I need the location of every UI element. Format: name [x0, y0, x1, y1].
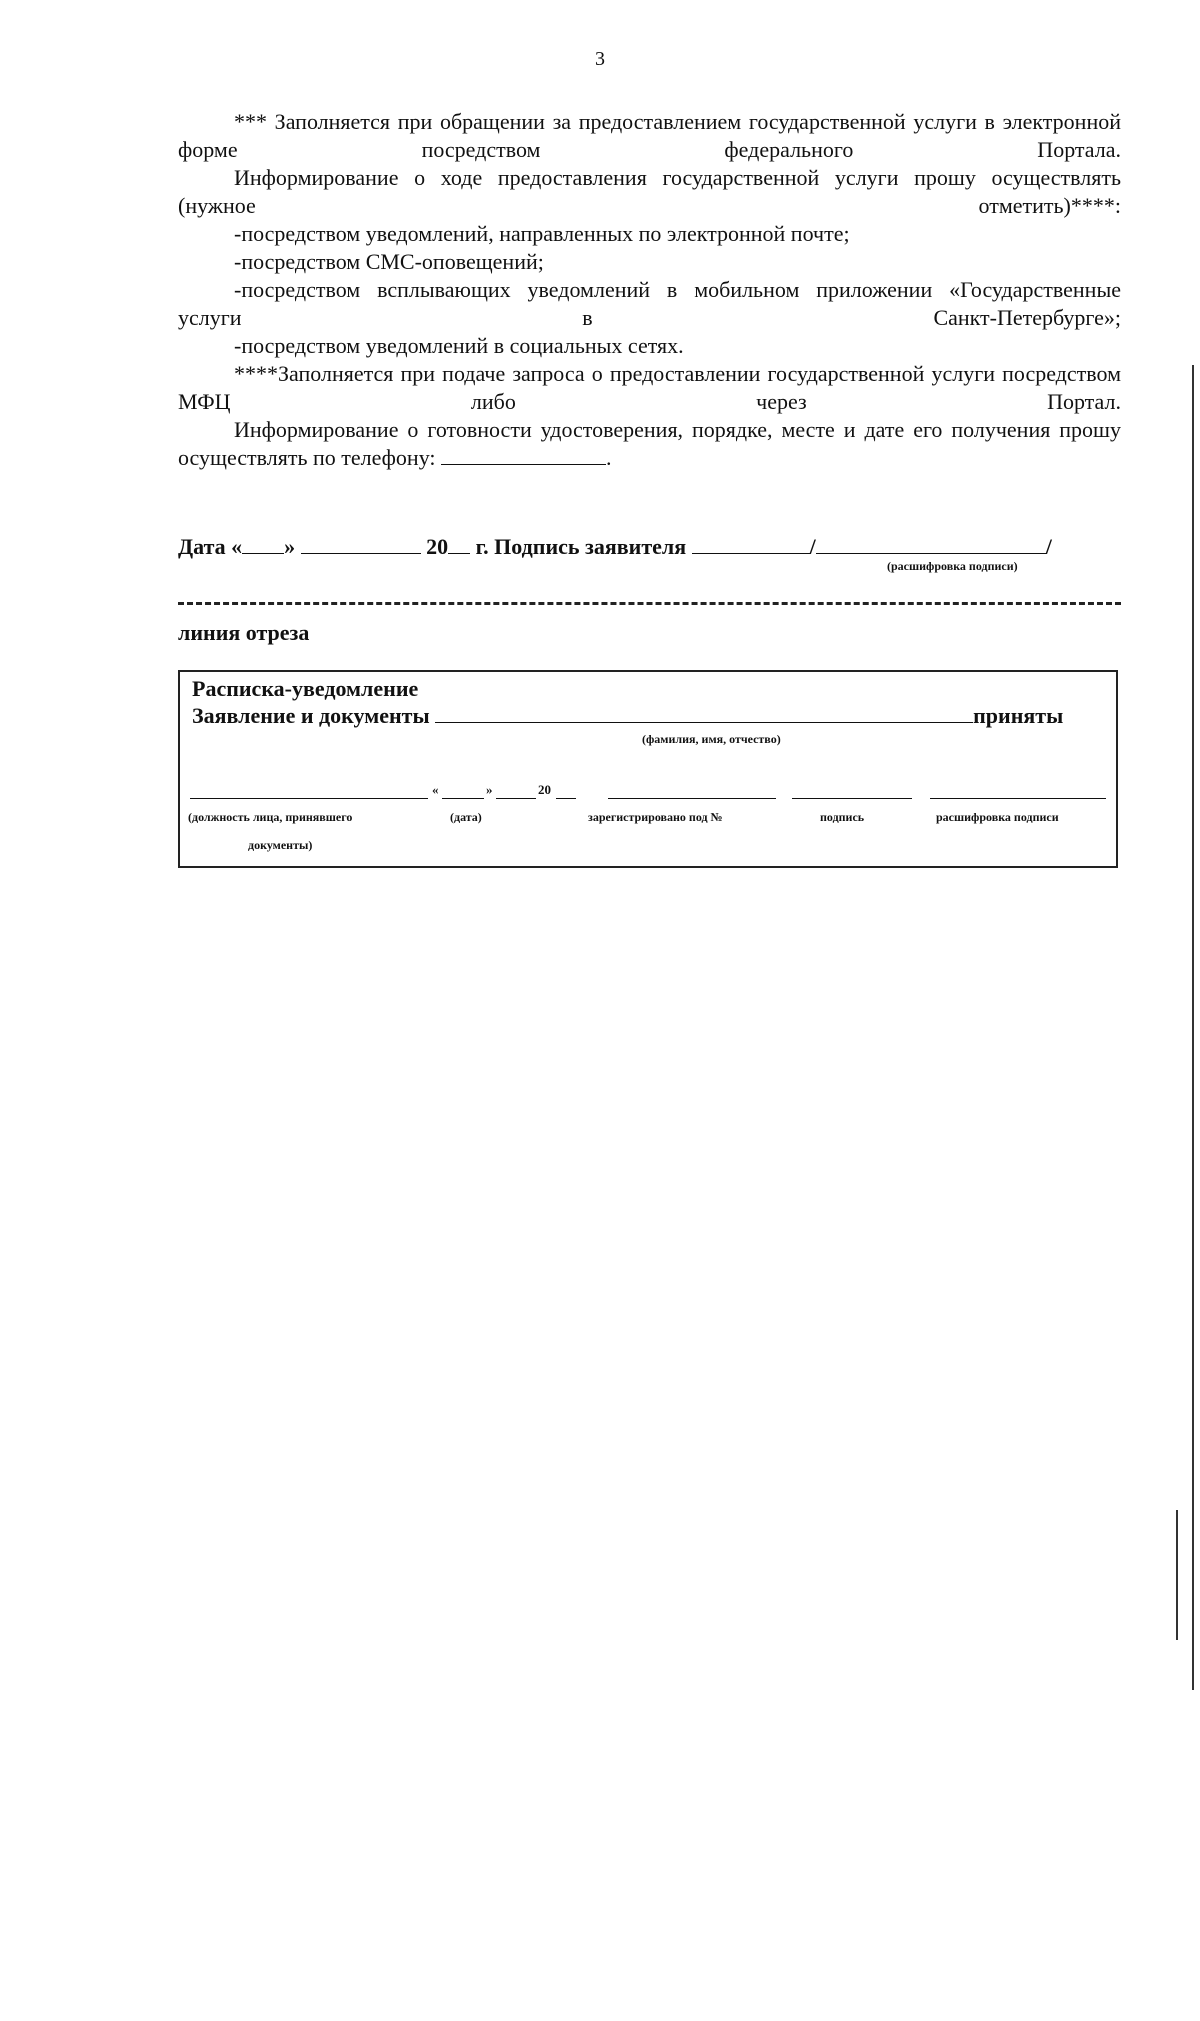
- date-quote-open: «: [432, 782, 439, 797]
- signature-line: [178, 533, 1121, 560]
- phone-request: [178, 416, 1121, 472]
- fio-field[interactable]: [435, 702, 973, 723]
- statement-suffix: приняты: [973, 703, 1064, 728]
- notification-request: Информирование о ходе предоставления государственной услуги прошу осуществлять (нужное отметить)****:: [178, 165, 1121, 218]
- year-suffix: г. Подпись заявителя: [475, 534, 687, 559]
- registered-caption: зарегистрировано под №: [588, 810, 723, 824]
- month-field[interactable]: [301, 533, 421, 554]
- fio-caption: (фамилия, имя, отчество): [642, 732, 781, 746]
- body-text: [178, 108, 1121, 472]
- scan-edge-mark: [1192, 365, 1194, 1690]
- receipt-year-field[interactable]: [556, 798, 576, 799]
- receipt-signature-field[interactable]: [792, 798, 912, 799]
- cut-line: [178, 602, 1121, 605]
- phone-request-end: .: [606, 445, 612, 470]
- statement-prefix: Заявление и документы: [192, 703, 430, 728]
- footnote-mfc: ****Заполняется при подаче запроса о предоставлении государственной услуги посредством МФЦ либо через Портал.: [178, 361, 1121, 414]
- receipt-title: Расписка-уведомление: [192, 676, 419, 701]
- position-field[interactable]: [190, 798, 428, 799]
- scan-edge-mark-small: [1176, 1510, 1178, 1640]
- position-caption-cont: документы): [248, 838, 313, 852]
- signature-decoding-field[interactable]: [816, 533, 1046, 554]
- receipt-statement: [192, 702, 1063, 729]
- year-prefix: 20: [426, 534, 449, 559]
- option-mobile-app: -посредством всплывающих уведомлений в мобильном приложении «Государственные услуги в Санкт-Петербурге»;: [178, 277, 1121, 330]
- page-number: 3: [595, 48, 605, 70]
- receipt-decoding-field[interactable]: [930, 798, 1106, 799]
- year-field[interactable]: [448, 533, 470, 554]
- date-caption: (дата): [450, 810, 482, 824]
- date-label: Дата «: [178, 534, 243, 559]
- receipt-date-quote-close: »: [486, 782, 493, 797]
- footnote-portal: *** Заполняется при обращении за предоставлением государственной услуги в электронной форме посредством федерального Портала.: [178, 109, 1121, 162]
- option-sms: -посредством СМС-оповещений;: [234, 249, 544, 274]
- day-field[interactable]: [242, 533, 284, 554]
- cut-line-label: линия отреза: [178, 620, 310, 645]
- slash-1: /: [809, 534, 816, 559]
- option-email: -посредством уведомлений, направленных по электронной почте;: [234, 221, 850, 246]
- decoding-caption: (расшифровка подписи): [887, 559, 1018, 573]
- receipt-day-field[interactable]: [442, 798, 484, 799]
- slash-2: /: [1045, 534, 1052, 559]
- date-quote-close: »: [284, 534, 296, 559]
- registration-number-field[interactable]: [608, 798, 776, 799]
- receipt-notification: [178, 670, 1118, 868]
- option-social: -посредством уведомлений в социальных сетях.: [234, 333, 684, 358]
- receipt-year-prefix: 20: [538, 782, 551, 797]
- phone-request-text: Информирование о готовности удостоверения, порядке, месте и дате его получения прошу осуществлять по телефону:: [178, 417, 1121, 470]
- position-caption: (должность лица, принявшего: [188, 810, 353, 824]
- phone-field[interactable]: [441, 446, 606, 465]
- applicant-signature-field[interactable]: [692, 533, 810, 554]
- receipt-month-field[interactable]: [496, 798, 536, 799]
- signature-caption: подпись: [820, 810, 865, 824]
- decoding-caption-receipt: расшифровка подписи: [936, 810, 1059, 824]
